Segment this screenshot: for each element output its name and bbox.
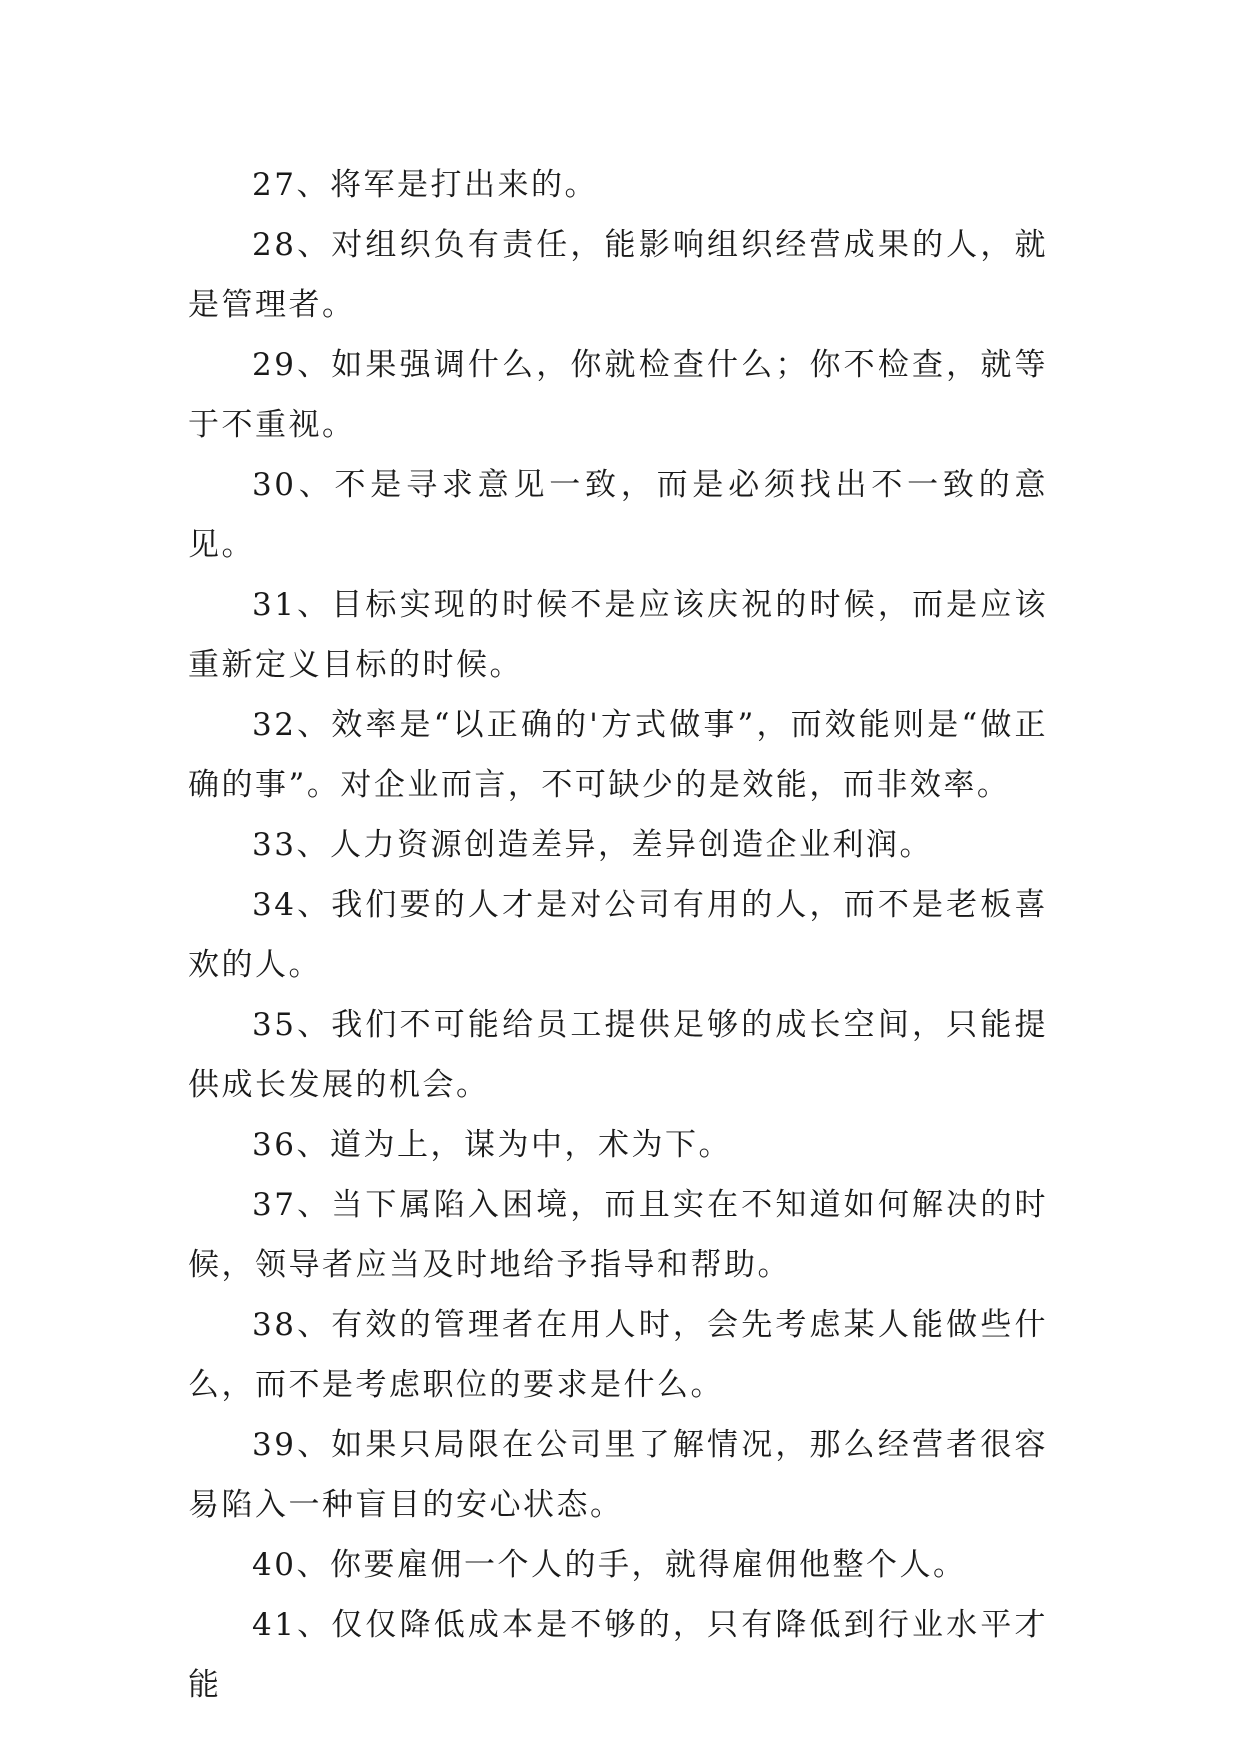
paragraph-39: 39、如果只局限在公司里了解情况，那么经营者很容易陷入一种盲目的安心状态。 [188,1427,1048,1523]
paragraph-32: 32、效率是“以正确的'方式做事”，而效能则是“做正确的事”。对企业而言，不可缺少的是效能，而非效率。 [188,707,1048,803]
paragraph-30: 30、不是寻求意见一致，而是必须找出不一致的意见。 [188,467,1048,563]
paragraph-36: 36、道为上，谋为中，术为下。 [252,1127,732,1163]
paragraph-37: 37、当下属陷入困境，而且实在不知道如何解决的时候，领导者应当及时地给予指导和帮助。 [188,1187,1048,1283]
paragraph-28: 28、对组织负有责任，能影响组织经营成果的人，就是管理者。 [188,227,1048,323]
document-body [188,155,1048,1715]
paragraph-29: 29、如果强调什么，你就检查什么；你不检查，就等于不重视。 [188,347,1048,443]
paragraph-33: 33、人力资源创造差异，差异创造企业利润。 [252,827,933,863]
paragraph-35: 35、我们不可能给员工提供足够的成长空间，只能提供成长发展的机会。 [188,1007,1048,1103]
paragraph-38: 38、有效的管理者在用人时，会先考虑某人能做些什么，而不是考虑职位的要求是什么。 [188,1307,1048,1403]
paragraph-40: 40、你要雇佣一个人的手，就得雇佣他整个人。 [252,1547,967,1583]
paragraph-34: 34、我们要的人才是对公司有用的人，而不是老板喜欢的人。 [188,887,1048,983]
paragraph-27: 27、将军是打出来的。 [252,167,598,203]
paragraph-31: 31、目标实现的时候不是应该庆祝的时候，而是应该重新定义目标的时候。 [188,587,1048,683]
paragraph-41: 41、仅仅降低成本是不够的，只有降低到行业水平才能 [188,1607,1048,1703]
